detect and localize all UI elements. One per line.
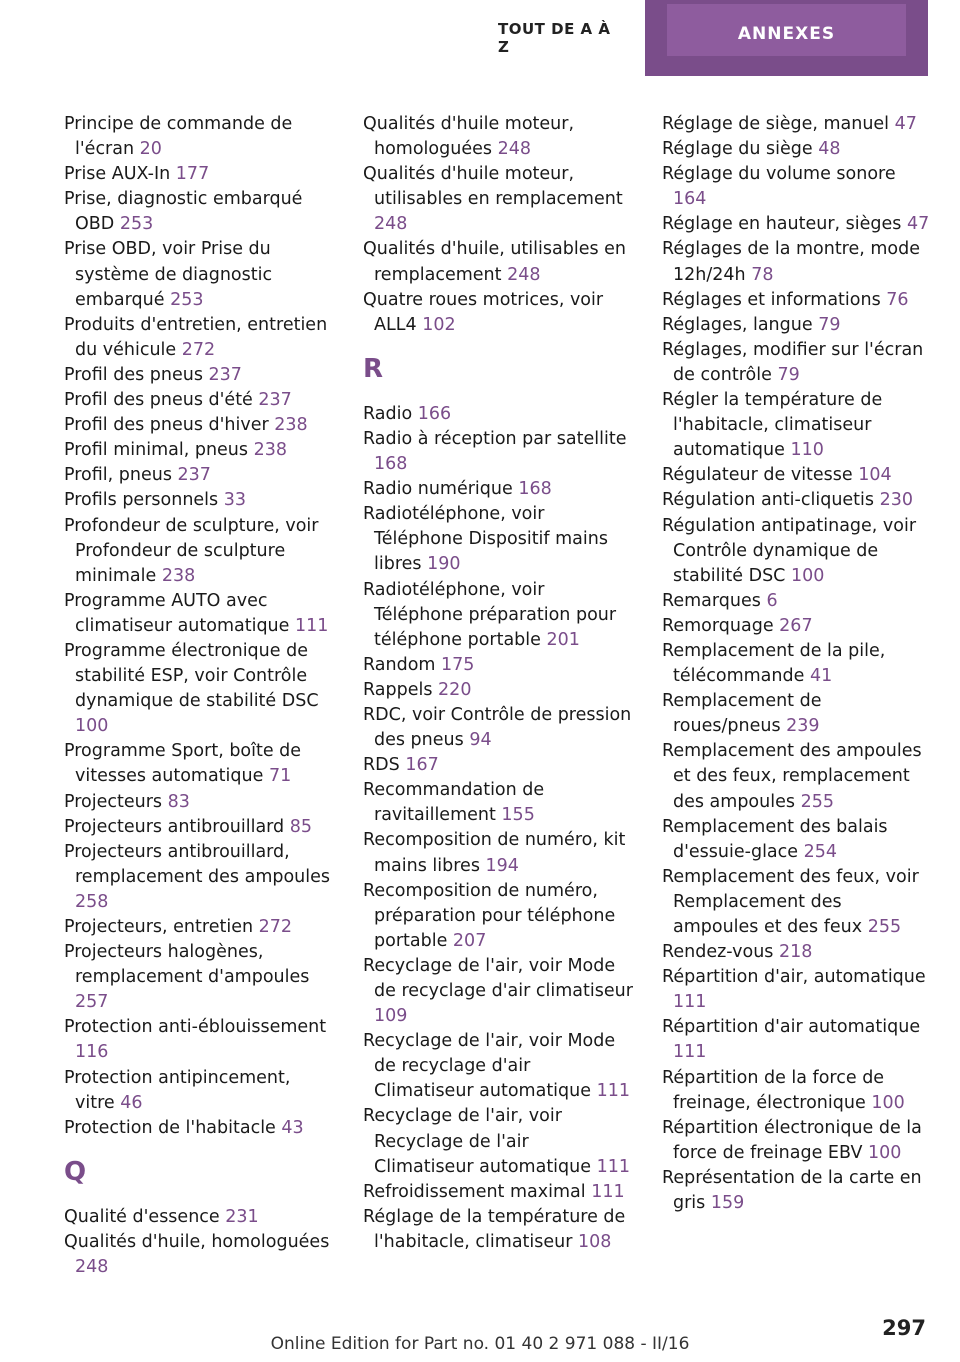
index-entry <box>64 463 334 488</box>
index-entry-text: Remplacement de la pile, télécommande <box>662 640 886 687</box>
index-entry <box>64 162 334 187</box>
page-reference-link[interactable]: 239 <box>786 716 820 737</box>
page-reference-link[interactable]: 255 <box>867 917 902 937</box>
page-reference-link[interactable]: 46 <box>120 1092 143 1113</box>
index-entry <box>662 212 932 237</box>
page-reference-link[interactable]: 272 <box>258 917 293 937</box>
index-entry <box>64 739 334 789</box>
index-entry <box>662 739 932 814</box>
index-entry <box>363 1104 633 1179</box>
index-entry-text: Remplacement des ampoules et des feux, remplacement des ampoules <box>662 741 922 812</box>
index-entry-text: Prise AUX-In <box>64 164 171 185</box>
page-reference-link[interactable]: 231 <box>225 1206 259 1227</box>
page-reference-link[interactable]: 111 <box>295 615 329 636</box>
index-entry <box>363 703 633 753</box>
page-reference-link[interactable]: 254 <box>803 841 838 862</box>
index-entry-text: Projecteurs antibrouillard <box>64 816 285 837</box>
index-entry <box>363 427 633 477</box>
page-reference-link[interactable]: 177 <box>175 164 210 185</box>
index-entry-text: Rappels <box>363 679 433 700</box>
index-entry-text: Réglage du volume sonore <box>662 164 896 185</box>
index-entry <box>662 1166 932 1216</box>
index-entry-text: Profondeur de sculpture, voir Profondeur de sculpture minimale <box>64 515 319 586</box>
page-reference-link[interactable]: 47 <box>906 214 930 235</box>
page-reference-link[interactable]: 111 <box>591 1181 625 1202</box>
index-entry <box>662 388 932 463</box>
page-reference-link[interactable]: 237 <box>258 390 292 411</box>
index-entry-text: Rendez-vous <box>662 942 774 963</box>
page-reference-link[interactable]: 175 <box>441 654 475 675</box>
index-entry <box>363 112 633 162</box>
page-number: 297 <box>882 1316 926 1340</box>
page-reference-link[interactable]: 33 <box>223 490 247 511</box>
page-reference-link[interactable]: 238 <box>161 565 196 586</box>
page-reference-link[interactable]: 100 <box>75 716 109 737</box>
index-entry-text: Réglage du siège <box>662 139 813 160</box>
index-entry-text: Recyclage de l'air, voir Mode de recyclage d'air Climatiseur automatique <box>363 1031 616 1102</box>
chapter-tab <box>645 0 928 76</box>
page-reference-link[interactable]: 111 <box>596 1156 630 1177</box>
index-entry-text: Réglage en hauteur, sièges <box>662 214 902 235</box>
page-reference-link[interactable]: 78 <box>751 264 774 285</box>
index-entry <box>64 514 334 589</box>
index-entry-text: Réglage de la température de l'habitacle, climatiseur <box>363 1206 626 1252</box>
index-entry <box>363 653 633 678</box>
page-reference-link[interactable]: 168 <box>518 479 552 500</box>
index-entry-text: RDS <box>363 755 400 776</box>
index-entry-text: Réglages de la montre, mode 12h/24h <box>662 239 921 285</box>
index-entry <box>64 1116 334 1141</box>
index-entry <box>363 502 633 577</box>
index-entry-text: Profil des pneus d'été <box>64 390 253 411</box>
index-entry <box>363 237 633 287</box>
index-entry-text: Régulateur de vitesse <box>662 465 853 486</box>
index-entry-text: Radiotéléphone, voir Téléphone préparation pour téléphone portable <box>363 579 617 650</box>
index-entry <box>363 753 633 778</box>
index-entry <box>64 187 334 237</box>
page-reference-link[interactable]: 20 <box>139 139 162 160</box>
page-reference-link[interactable]: 168 <box>374 454 408 475</box>
index-entry-text: Qualité d'essence <box>64 1206 220 1227</box>
index-entry-text: Recomposition de numéro, kit mains libres <box>363 830 626 876</box>
index-entry-text: Projecteurs <box>64 791 163 812</box>
index-entry <box>662 463 932 488</box>
page-reference-link[interactable]: 109 <box>374 1006 408 1027</box>
index-entry-text: Recyclage de l'air, voir Mode de recyclage d'air climatiseur <box>363 955 633 1001</box>
index-entry <box>64 840 334 915</box>
page-reference-link[interactable]: 76 <box>886 289 909 310</box>
index-entry <box>662 488 932 513</box>
page-reference-link[interactable]: 43 <box>281 1117 304 1138</box>
index-entry-text: Recommandation de ravitaillement <box>363 780 545 826</box>
index-entry <box>662 639 932 689</box>
page-reference-link[interactable]: 48 <box>818 139 841 160</box>
index-entry-text: Protection de l'habitacle <box>64 1117 276 1138</box>
index-entry <box>662 112 932 137</box>
index-entry-text: Qualités d'huile, utilisables en remplacement <box>363 239 626 285</box>
page-reference-link[interactable]: 248 <box>374 214 408 235</box>
index-entry-text: Random <box>363 654 436 675</box>
section-title: TOUT DE A À Z <box>498 20 611 56</box>
index-entry-text: RDC, voir Contrôle de pression des pneus <box>363 704 632 751</box>
index-entry-text: Programme AUTO avec climatiseur automatique <box>64 590 290 636</box>
index-entry-text: Réglages, langue <box>662 314 813 335</box>
index-entry <box>64 313 334 363</box>
index-entry <box>662 1116 932 1166</box>
page-reference-link[interactable]: 79 <box>777 364 800 385</box>
index-entry <box>363 162 633 237</box>
index-entry <box>662 689 932 739</box>
page-reference-link[interactable]: 83 <box>167 791 190 812</box>
index-entry <box>64 589 334 639</box>
index-entry <box>363 477 633 502</box>
index-entry <box>662 288 932 313</box>
index-entry-text: Profil minimal, pneus <box>64 440 249 461</box>
index-entry-text: Profil des pneus <box>64 364 203 385</box>
index-entry <box>363 678 633 703</box>
page-reference-link[interactable]: 258 <box>75 891 109 912</box>
index-entry-text: Répartition électronique de la force de freinage EBV <box>662 1117 922 1163</box>
page-reference-link[interactable]: 108 <box>578 1231 612 1252</box>
index-entry <box>363 402 633 427</box>
index-entry <box>662 614 932 639</box>
index-letter-heading: R <box>363 353 384 384</box>
index-column-1 <box>64 112 334 1280</box>
index-entry <box>363 288 633 338</box>
page-reference-link[interactable]: 100 <box>871 1092 905 1113</box>
index-entry-text: Répartition d'air automatique <box>662 1017 921 1038</box>
index-entry-text: Répartition d'air, automatique <box>662 967 926 988</box>
index-entry <box>64 639 334 739</box>
page-reference-link[interactable]: 248 <box>75 1257 109 1278</box>
index-column-2 <box>363 112 633 1255</box>
index-entry <box>662 865 932 940</box>
page-reference-link[interactable]: 6 <box>766 590 778 611</box>
index-entry-text: Réglages et informations <box>662 289 881 310</box>
page-reference-link[interactable]: 201 <box>546 629 580 650</box>
page-reference-link[interactable]: 85 <box>289 816 313 837</box>
page-reference-link[interactable]: 94 <box>469 730 492 751</box>
index-entry-text: Radio <box>363 403 413 424</box>
index-entry-text: Répartition de la force de freinage, électronique <box>662 1067 885 1113</box>
index-entry-text: Programme électronique de stabilité ESP, voir Contrôle dynamique de stabilité DSC <box>64 640 319 712</box>
index-entry-text: Produits d'entretien, entretien du véhicule <box>64 314 328 360</box>
page-reference-link[interactable]: 111 <box>673 992 707 1013</box>
index-letter-heading: Q <box>64 1156 87 1187</box>
index-entry <box>662 1015 932 1065</box>
page-reference-link[interactable]: 79 <box>818 314 841 335</box>
page-reference-link[interactable]: 164 <box>673 189 707 210</box>
index-entry <box>662 137 932 162</box>
index-entry-text: Représentation de la carte en gris <box>662 1167 922 1214</box>
index-entry-text: Réglages, modifier sur l'écran de contrôle <box>662 339 924 385</box>
index-entry <box>64 363 334 388</box>
index-entry-text: Profil des pneus d'hiver <box>64 415 269 436</box>
index-entry <box>64 413 334 438</box>
page-reference-link[interactable]: 100 <box>868 1142 902 1163</box>
page-reference-link[interactable]: 111 <box>596 1081 630 1102</box>
index-entry <box>662 589 932 614</box>
index-entry <box>64 438 334 463</box>
page-reference-link[interactable]: 100 <box>790 565 825 586</box>
index-entry <box>662 965 932 1015</box>
page-reference-link[interactable]: 116 <box>75 1042 109 1063</box>
index-entry-text: Protection antipincement, vitre <box>64 1067 291 1113</box>
index-entry <box>363 578 633 653</box>
index-entry-text: Projecteurs antibrouillard, remplacement des ampoules <box>64 841 331 887</box>
index-entry <box>662 815 932 865</box>
index-entry <box>64 388 334 413</box>
index-entry <box>64 488 334 513</box>
chapter-tab-label: ANNEXES <box>667 4 906 56</box>
index-entry-text: Qualités d'huile moteur, utilisables en remplacement <box>363 164 623 210</box>
page-reference-link[interactable]: 238 <box>253 440 287 461</box>
page-reference-link[interactable]: 218 <box>779 942 813 963</box>
page-reference-link[interactable]: 159 <box>710 1193 745 1214</box>
index-entry <box>363 778 633 828</box>
index-entry <box>363 1205 633 1255</box>
page-reference-link[interactable]: 238 <box>274 415 308 436</box>
index-entry-text: Projecteurs halogènes, remplacement d'ampoules <box>64 942 310 988</box>
index-entry-text: Recomposition de numéro, préparation pour téléphone portable <box>363 880 616 951</box>
page-reference-link[interactable]: 166 <box>417 403 452 424</box>
index-entry <box>662 338 932 388</box>
page-reference-link[interactable]: 104 <box>858 465 892 486</box>
index-entry-text: Radio à réception par satellite <box>363 428 627 449</box>
index-entry-text: Remarques <box>662 590 761 611</box>
page-reference-link[interactable]: 248 <box>507 264 541 285</box>
index-entry-text: Réglage de siège, manuel <box>662 114 890 134</box>
index-entry <box>64 815 334 840</box>
page-reference-link[interactable]: 267 <box>779 615 813 636</box>
page-reference-link[interactable]: 248 <box>497 139 531 160</box>
index-entry <box>64 1066 334 1116</box>
index-entry-text: Qualités d'huile, homologuées <box>64 1231 330 1252</box>
page-reference-link[interactable]: 155 <box>501 805 535 826</box>
footer-edition: Online Edition for Part no. 01 40 2 971 088 - II/16 <box>270 1334 690 1354</box>
index-entry <box>363 954 633 1029</box>
index-entry <box>64 237 334 312</box>
index-entry-text: Recyclage de l'air, voir Recyclage de l'air Climatiseur automatique <box>363 1106 592 1177</box>
page-reference-link[interactable]: 255 <box>800 791 834 812</box>
index-entry-text: Remplacement de roues/pneus <box>662 691 822 737</box>
index-entry <box>363 879 633 954</box>
page-reference-link[interactable]: 253 <box>170 289 204 310</box>
index-entry-text: Remorquage <box>662 615 774 636</box>
index-entry-text: Protection anti-éblouissement <box>64 1017 327 1038</box>
index-entry-text: Radiotéléphone, voir Téléphone Dispositif mains libres <box>363 504 608 575</box>
index-entry-text: Régulation anti-cliquetis <box>662 490 875 511</box>
page-reference-link[interactable]: 220 <box>438 679 472 700</box>
page-reference-link[interactable]: 102 <box>422 314 456 335</box>
index-entry-text: Remplacement des balais d'essuie-glace <box>662 816 888 862</box>
page-reference-link[interactable]: 272 <box>181 339 216 360</box>
index-entry <box>64 940 334 1015</box>
index-entry-text: Projecteurs, entretien <box>64 917 254 937</box>
index-entry-text: Qualités d'huile moteur, homologuées <box>363 114 575 160</box>
page-reference-link[interactable]: 167 <box>405 755 439 776</box>
index-entry-text: Radio numérique <box>363 479 513 500</box>
page-reference-link[interactable]: 47 <box>894 114 917 134</box>
index-entry-text: Prise, diagnostic embarqué OBD <box>64 189 303 235</box>
index-entry <box>64 1205 334 1230</box>
index-entry <box>662 313 932 338</box>
index-entry-text: Programme Sport, boîte de vitesses automatique <box>64 741 302 787</box>
index-entry-text: Remplacement des feux, voir Remplacement des ampoules et des feux <box>662 866 919 937</box>
page-reference-link[interactable]: 253 <box>119 214 154 235</box>
index-entry <box>363 1029 633 1104</box>
index-entry <box>662 1066 932 1116</box>
index-entry <box>363 828 633 878</box>
index-entry-text: Régler la température de l'habitacle, climatiseur automatique <box>662 390 883 461</box>
page-reference-link[interactable]: 237 <box>177 465 211 486</box>
page-reference-link[interactable]: 257 <box>75 992 109 1013</box>
index-entry <box>64 790 334 815</box>
page-reference-link[interactable]: 194 <box>485 855 519 876</box>
page-reference-link[interactable]: 71 <box>268 766 292 787</box>
page-reference-link[interactable]: 230 <box>879 490 914 511</box>
index-entry-text: Régulation antipatinage, voir Contrôle dynamique de stabilité DSC <box>662 515 917 586</box>
index-entry <box>662 162 932 212</box>
page-reference-link[interactable]: 190 <box>427 554 461 575</box>
index-entry <box>64 112 334 162</box>
index-entry-text: Profil, pneus <box>64 465 172 486</box>
index-column-3 <box>662 112 932 1216</box>
index-entry-text: Principe de commande de l'écran <box>64 114 293 160</box>
index-entry <box>662 237 932 287</box>
page-reference-link[interactable]: 207 <box>452 930 487 951</box>
page-reference-link[interactable]: 237 <box>208 364 242 385</box>
page-reference-link[interactable]: 41 <box>809 666 833 687</box>
page-reference-link[interactable]: 110 <box>790 440 824 461</box>
index-entry <box>64 915 334 940</box>
page-reference-link[interactable]: 111 <box>673 1042 707 1063</box>
index-entry-text: Quatre roues motrices, voir ALL4 <box>363 289 604 335</box>
index-entry <box>363 1180 633 1205</box>
index-entry <box>662 514 932 589</box>
index-entry-text: Profils personnels <box>64 490 219 511</box>
index-entry-text: Refroidissement maximal <box>363 1181 586 1202</box>
index-entry <box>64 1015 334 1065</box>
index-entry <box>64 1230 334 1280</box>
index-entry <box>662 940 932 965</box>
index-entry-text: Prise OBD, voir Prise du système de diagnostic embarqué <box>64 239 273 310</box>
